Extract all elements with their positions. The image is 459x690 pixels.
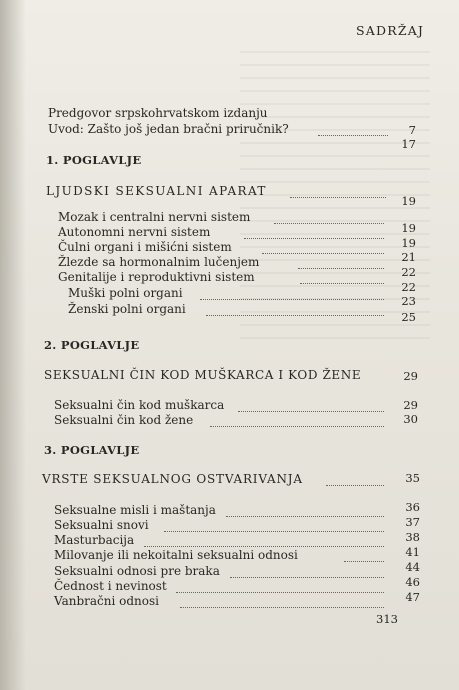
chapter-label: 1. POGLAVLJE	[46, 153, 142, 167]
page-number: 36	[405, 500, 420, 514]
leader-dots	[200, 298, 384, 300]
leader-dots	[300, 282, 384, 284]
leader-dots	[230, 576, 384, 578]
page-number: 19	[401, 221, 416, 235]
leader-dots	[290, 196, 386, 198]
leader-dots	[210, 425, 384, 427]
toc-entry-text: Seksualni čin kod žene	[54, 413, 194, 427]
leader-dots	[262, 252, 384, 254]
leader-dots	[176, 591, 384, 593]
leader-dots	[244, 237, 384, 239]
page-number: 29	[403, 398, 418, 412]
toc-entry-text: Predgovor srpskohrvatskom izdanju	[48, 106, 268, 120]
page-number: 19	[401, 194, 416, 208]
leader-dots	[344, 560, 384, 562]
toc-entry-text: Seksualni snovi	[54, 518, 149, 532]
leader-dots	[318, 134, 388, 136]
page-number: 47	[405, 590, 420, 604]
page-number: 30	[403, 412, 418, 426]
leader-dots	[326, 484, 384, 486]
leader-dots	[144, 545, 384, 547]
page-number: 23	[401, 294, 416, 308]
toc-entry-text: Seksualni čin kod muškarca	[54, 398, 225, 412]
page-number: 35	[405, 471, 420, 485]
page-number: 22	[401, 280, 416, 294]
toc-entry-text: Vanbračni odnosi	[54, 594, 159, 608]
page-number: 21	[401, 250, 416, 264]
chapter-title: VRSTE SEKSUALNOG OSTVARIVANJA	[42, 472, 303, 486]
toc-entry-text: Uvod: Zašto još jedan bračni priručnik?	[48, 122, 289, 136]
toc-entry-text: Seksualne misli i maštanja	[54, 503, 216, 517]
leader-dots	[164, 530, 384, 532]
page-number: 19	[401, 236, 416, 250]
toc-entry-text: Muški polni organi	[68, 286, 183, 300]
chapter-title: LJUDSKI SEKSUALNI APARAT	[46, 184, 267, 198]
toc-entry-text: Seksualni odnosi pre braka	[54, 564, 220, 578]
toc-entry-text: Žlezde sa hormonalnim lučenjem	[58, 255, 260, 269]
toc-entry-text: Čednost i nevinost	[54, 579, 167, 593]
page-number: 22	[401, 265, 416, 279]
page-title: SADRŽAJ	[356, 23, 425, 38]
folio-page-number: 313	[376, 612, 398, 626]
page-gutter-shadow	[0, 0, 26, 690]
leader-dots	[180, 606, 384, 608]
toc-entry-text: Ženski polni organi	[68, 302, 186, 316]
toc-entry-text: Milovanje ili nekoitalni seksualni odnosi	[54, 548, 298, 562]
page-number: 44	[405, 560, 420, 574]
chapter-label: 3. POGLAVLJE	[44, 443, 140, 457]
page-number: 7	[408, 123, 416, 137]
chapter-title: SEKSUALNI ČIN KOD MUŠKARCA I KOD ŽENE	[44, 368, 362, 382]
page-number: 25	[401, 310, 416, 324]
leader-dots	[238, 410, 384, 412]
page-number: 38	[405, 530, 420, 544]
leader-dots	[298, 267, 384, 269]
page-number: 29	[403, 369, 418, 383]
toc-entry-text: Čulni organi i mišićni sistem	[58, 240, 232, 254]
toc-entry-text: Genitalije i reproduktivni sistem	[58, 270, 255, 284]
page-number: 17	[401, 137, 416, 151]
page-number: 37	[405, 515, 420, 529]
chapter-label: 2. POGLAVLJE	[44, 338, 140, 352]
page-number: 41	[405, 545, 420, 559]
page-number: 46	[405, 575, 420, 589]
toc-entry-text: Mozak i centralni nervni sistem	[58, 210, 251, 224]
toc-entry-text: Autonomni nervni sistem	[58, 225, 211, 239]
leader-dots	[274, 222, 384, 224]
leader-dots	[206, 314, 384, 316]
leader-dots	[226, 515, 384, 517]
toc-entry-text: Masturbacija	[54, 533, 135, 547]
